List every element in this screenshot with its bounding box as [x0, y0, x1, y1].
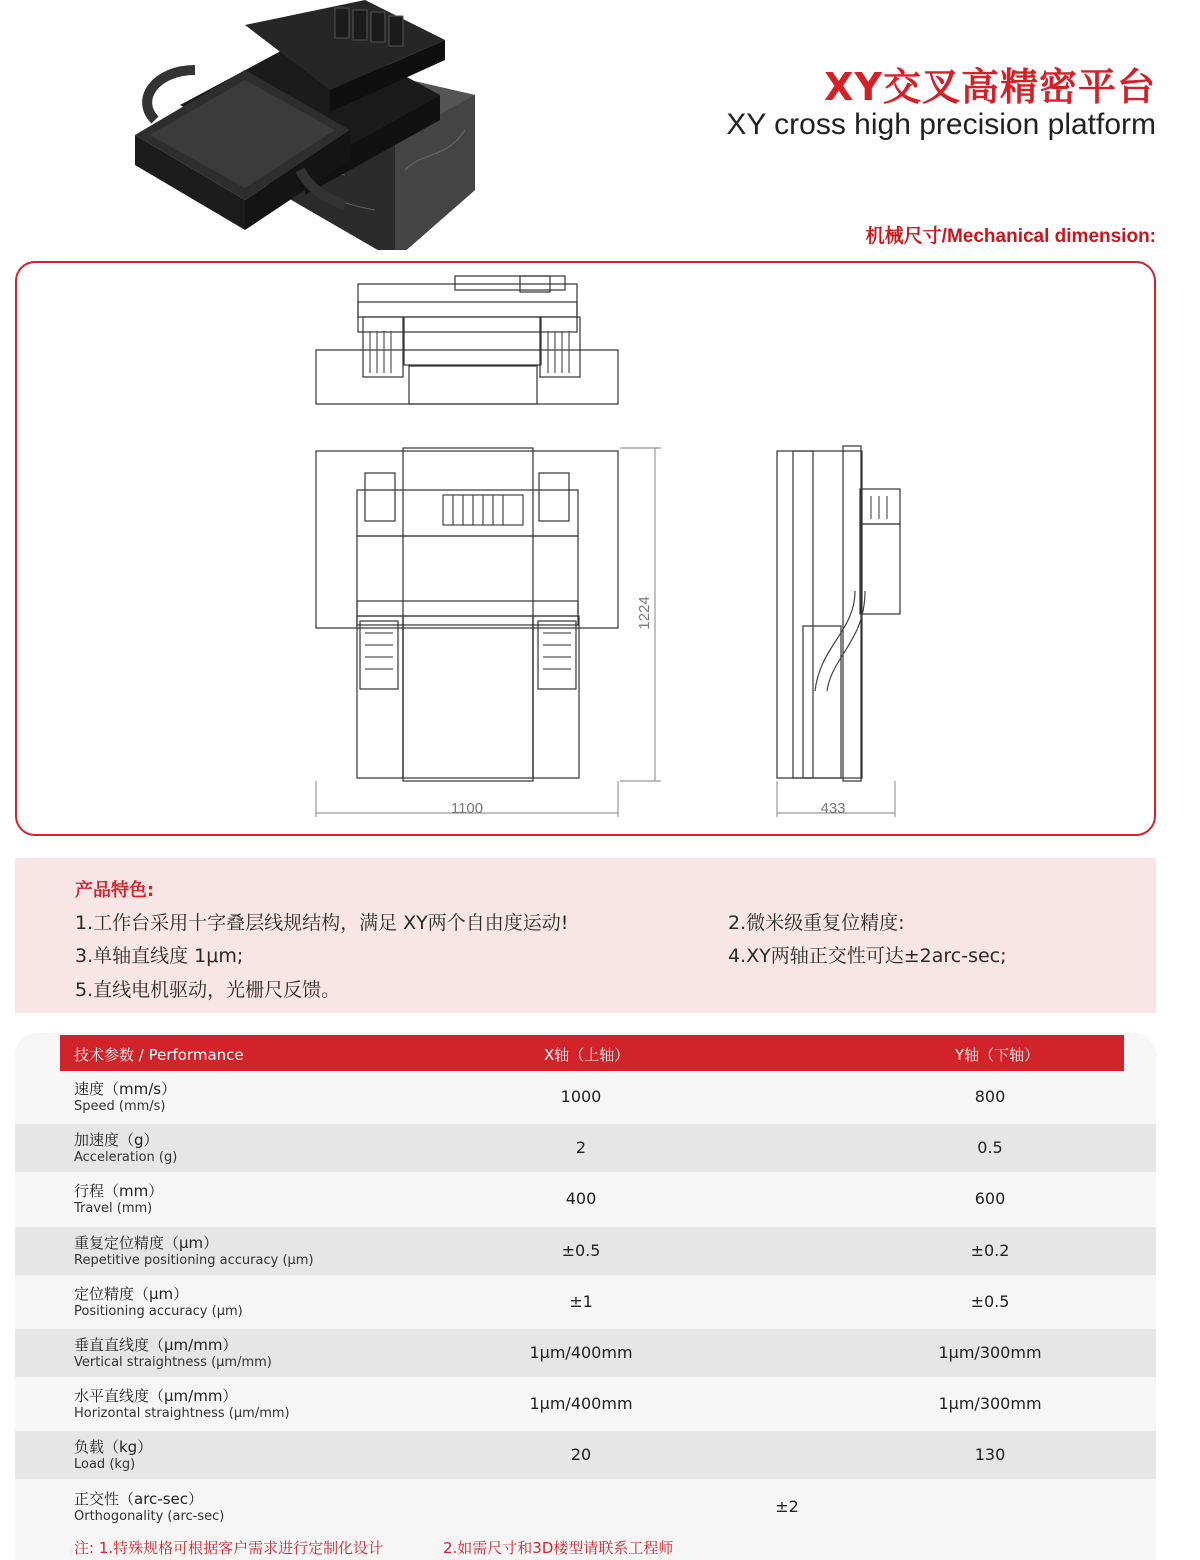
table-row [15, 1329, 1156, 1377]
x-axis-value: 20 [570, 1445, 592, 1464]
y-axis-value: 130 [974, 1445, 1006, 1464]
row-label-cn: 行程（mm） [74, 1182, 164, 1200]
row-label-cn: 加速度（g） [74, 1131, 159, 1149]
y-axis-value: 0.5 [977, 1138, 1003, 1157]
y-axis-value: 1μm/300mm [938, 1343, 1042, 1362]
product-photo [95, 0, 475, 250]
row-label-cn: 正交性（arc-sec） [74, 1490, 203, 1508]
table-row [15, 1175, 1156, 1223]
mechanical-drawing [15, 261, 1156, 836]
row-label-en: Load (kg) [74, 1457, 136, 1472]
row-label-en: Repetitive positioning accuracy (μm) [74, 1253, 314, 1268]
feature-item: 4.XY两轴正交性可达±2arc-sec; [728, 945, 1007, 967]
feature-item: 5.直线电机驱动，光栅尺反馈。 [75, 979, 341, 1001]
table-row [15, 1431, 1156, 1479]
x-axis-value: 1000 [560, 1087, 602, 1106]
side-dimension-label: 433 [820, 800, 846, 817]
x-axis-value: 1μm/400mm [529, 1394, 633, 1413]
height-dimension-label: 1224 [636, 596, 653, 630]
table-row [15, 1483, 1156, 1531]
shared-axis-value: ±2 [775, 1497, 799, 1516]
top-view-drawing [316, 276, 618, 404]
row-label-cn: 定位精度（μm） [74, 1285, 189, 1303]
feature-item: 2.微米级重复位精度: [728, 912, 905, 934]
header-y-axis: Y轴（下轴） [955, 1046, 1040, 1064]
row-label-cn: 速度（mm/s） [74, 1080, 177, 1098]
feature-item: 3.单轴直线度 1μm; [75, 945, 244, 967]
y-axis-value: ±0.5 [970, 1292, 1010, 1311]
row-label-cn: 垂直直线度（μm/mm） [74, 1336, 238, 1354]
y-axis-value: 600 [974, 1189, 1006, 1208]
header-x-axis: X轴（上轴） [544, 1046, 630, 1064]
width-dimension-label: 1100 [450, 800, 484, 817]
page-title: XY交叉高精密平台 [824, 65, 1156, 109]
row-label-en: Orthogonality (arc-sec) [74, 1509, 225, 1524]
row-label-cn: 重复定位精度（μm） [74, 1234, 219, 1252]
table-row [15, 1124, 1156, 1172]
row-label-en: Speed (mm/s) [74, 1099, 166, 1114]
y-axis-value: ±0.2 [970, 1241, 1010, 1260]
x-axis-value: 1μm/400mm [529, 1343, 633, 1362]
x-axis-value: ±1 [569, 1292, 593, 1311]
page-subtitle: XY cross high precision platform [726, 108, 1156, 141]
side-view-drawing [777, 446, 900, 817]
table-row [15, 1073, 1156, 1121]
x-axis-value: ±0.5 [561, 1241, 601, 1260]
row-label-en: Positioning accuracy (μm) [74, 1304, 243, 1319]
table-row [15, 1380, 1156, 1428]
header-performance: 技术参数 / Performance [74, 1046, 244, 1064]
row-label-cn: 负载（kg） [74, 1438, 153, 1456]
row-label-en: Travel (mm) [74, 1201, 153, 1216]
row-label-en: Vertical straightness (μm/mm) [74, 1355, 272, 1370]
feature-item: 1.工作台采用十字叠层线规结构，满足 XY两个自由度运动! [75, 912, 569, 934]
footnote: 注: 1.特殊规格可根据客户需求进行定制化设计 [74, 1539, 384, 1557]
footnote: 2.如需尺寸和3D楼型请联系工程师 [443, 1539, 674, 1557]
front-view-drawing [316, 448, 661, 817]
table-row [15, 1227, 1156, 1275]
features-heading: 产品特色: [75, 880, 155, 901]
x-axis-value: 2 [575, 1138, 587, 1157]
spec-table-header [60, 1035, 1124, 1071]
x-axis-value: 400 [565, 1189, 597, 1208]
row-label-cn: 水平直线度（μm/mm） [74, 1387, 238, 1405]
table-row [15, 1278, 1156, 1326]
row-label-en: Acceleration (g) [74, 1150, 178, 1165]
row-label-en: Horizontal straightness (μm/mm) [74, 1406, 290, 1421]
y-axis-value: 1μm/300mm [938, 1394, 1042, 1413]
y-axis-value: 800 [974, 1087, 1006, 1106]
mechanical-dimension-heading: 机械尺寸/Mechanical dimension: [865, 226, 1156, 247]
